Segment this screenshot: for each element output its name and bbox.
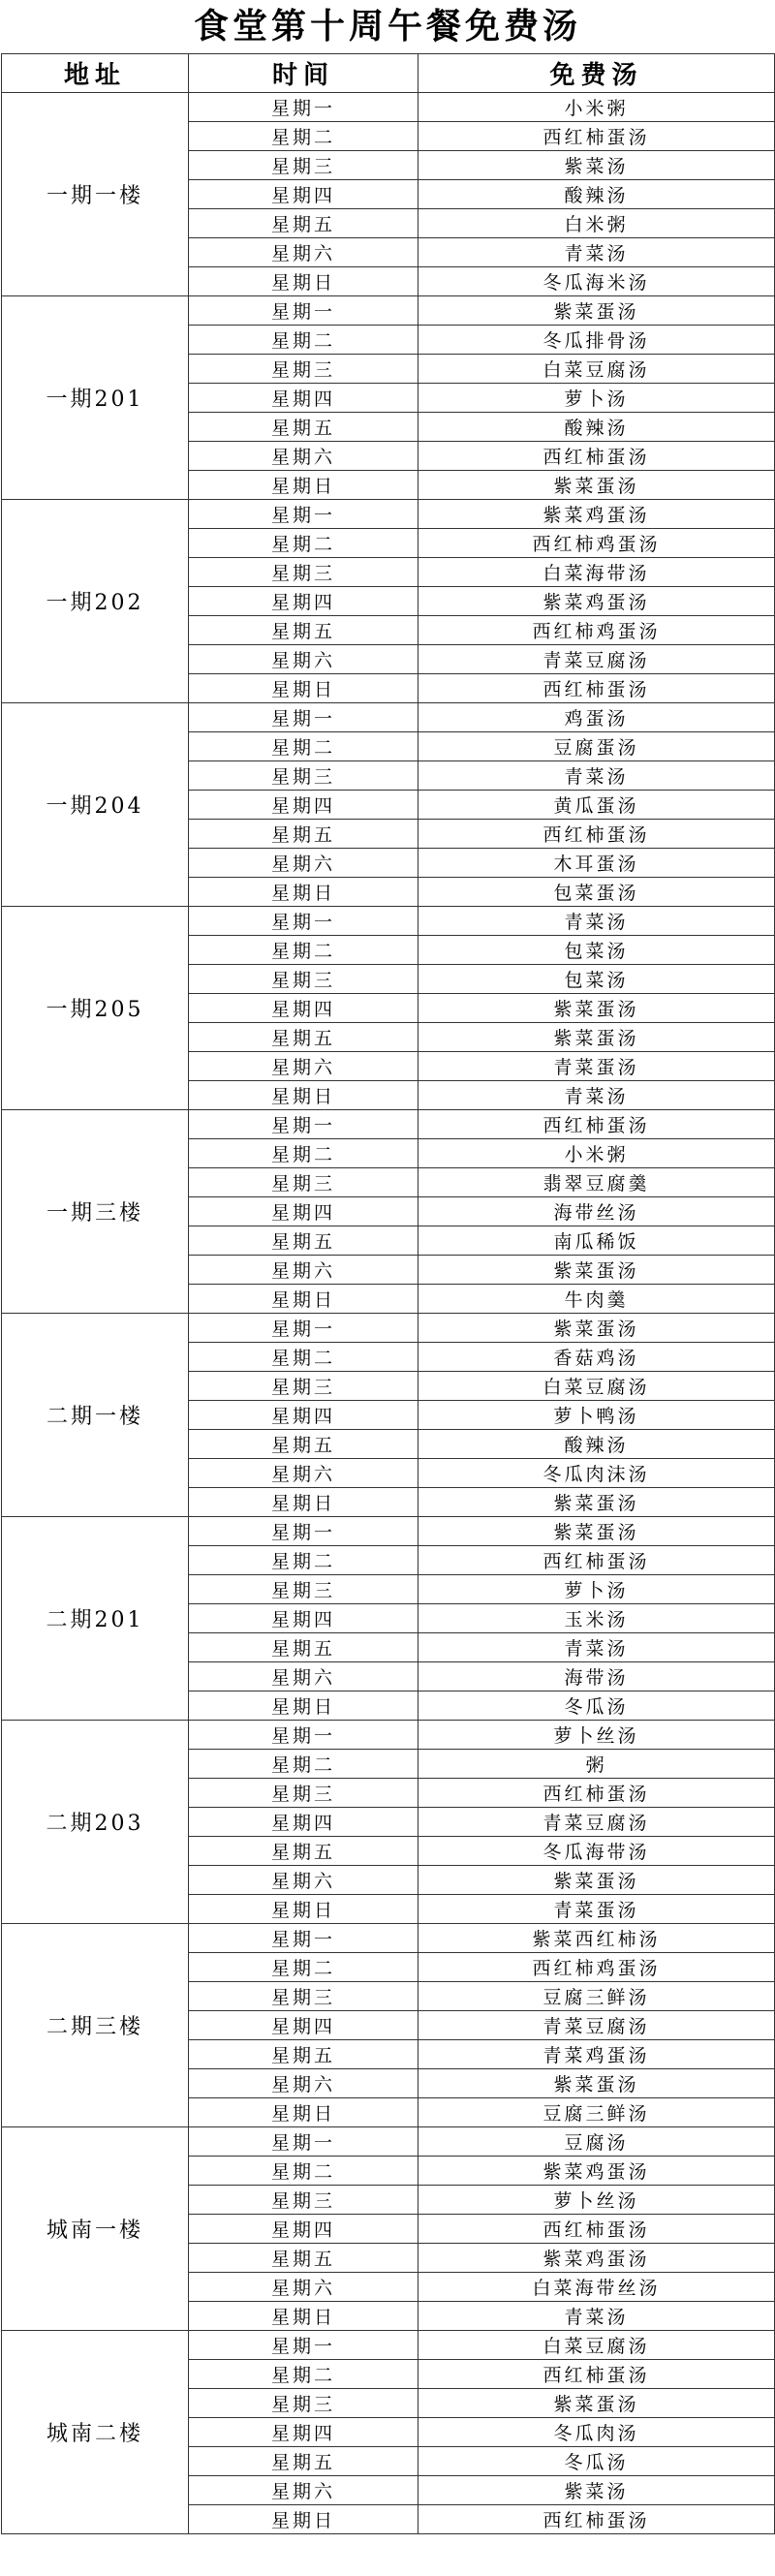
soup-cell: 牛肉羹 xyxy=(418,1285,775,1314)
day-cell: 星期四 xyxy=(189,1197,418,1226)
soup-cell: 豆腐汤 xyxy=(418,2127,775,2157)
soup-cell: 青菜汤 xyxy=(418,761,775,791)
day-cell: 星期四 xyxy=(189,1401,418,1430)
day-cell: 星期三 xyxy=(189,1575,418,1604)
soup-cell: 青菜汤 xyxy=(418,1633,775,1662)
location-cell: 一期三楼 xyxy=(2,1110,189,1314)
soup-cell: 包菜蛋汤 xyxy=(418,878,775,907)
soup-cell: 紫菜蛋汤 xyxy=(418,296,775,326)
soup-cell: 酸辣汤 xyxy=(418,413,775,442)
day-cell: 星期二 xyxy=(189,122,418,151)
soup-cell: 西红柿鸡蛋汤 xyxy=(418,1953,775,1982)
soup-cell: 萝卜汤 xyxy=(418,384,775,413)
soup-cell: 西红柿鸡蛋汤 xyxy=(418,616,775,645)
soup-cell: 紫菜蛋汤 xyxy=(418,994,775,1023)
day-cell: 星期日 xyxy=(189,1691,418,1721)
day-cell: 星期三 xyxy=(189,1372,418,1401)
soup-cell: 冬瓜汤 xyxy=(418,2447,775,2476)
day-cell: 星期二 xyxy=(189,1343,418,1372)
day-cell: 星期六 xyxy=(189,442,418,471)
table-row xyxy=(2,500,775,529)
location-cell: 一期204 xyxy=(2,703,189,907)
day-cell: 星期五 xyxy=(189,1023,418,1052)
soup-cell: 冬瓜排骨汤 xyxy=(418,326,775,355)
soup-cell: 萝卜汤 xyxy=(418,1575,775,1604)
soup-cell: 萝卜鸭汤 xyxy=(418,1401,775,1430)
soup-cell: 青菜汤 xyxy=(418,907,775,936)
day-cell: 星期二 xyxy=(189,732,418,761)
table-row xyxy=(2,1924,775,1953)
soup-cell: 紫菜蛋汤 xyxy=(418,1023,775,1052)
soup-cell: 西红柿蛋汤 xyxy=(418,2505,775,2534)
soup-cell: 紫菜汤 xyxy=(418,2476,775,2505)
soup-cell: 青菜豆腐汤 xyxy=(418,2011,775,2040)
location-cell: 一期202 xyxy=(2,500,189,703)
day-cell: 星期四 xyxy=(189,2011,418,2040)
location-cell: 二期203 xyxy=(2,1721,189,1924)
soup-cell: 玉米汤 xyxy=(418,1604,775,1633)
soup-cell: 酸辣汤 xyxy=(418,180,775,209)
soup-cell: 冬瓜海米汤 xyxy=(418,267,775,296)
day-cell: 星期三 xyxy=(189,2389,418,2418)
day-cell: 星期五 xyxy=(189,2447,418,2476)
table-row xyxy=(2,296,775,326)
soup-cell: 南瓜稀饭 xyxy=(418,1226,775,1256)
day-cell: 星期三 xyxy=(189,761,418,791)
day-cell: 星期一 xyxy=(189,703,418,732)
location-cell: 一期一楼 xyxy=(2,93,189,296)
soup-cell: 萝卜丝汤 xyxy=(418,2186,775,2215)
soup-cell: 白菜豆腐汤 xyxy=(418,2331,775,2360)
day-cell: 星期五 xyxy=(189,2244,418,2273)
day-cell: 星期三 xyxy=(189,2186,418,2215)
soup-cell: 西红柿蛋汤 xyxy=(418,442,775,471)
location-cell: 二期201 xyxy=(2,1517,189,1721)
soup-cell: 豆腐三鲜汤 xyxy=(418,1982,775,2011)
day-cell: 星期六 xyxy=(189,2273,418,2302)
soup-cell: 西红柿鸡蛋汤 xyxy=(418,529,775,558)
table-row xyxy=(2,1517,775,1546)
soup-cell: 紫菜蛋汤 xyxy=(418,1256,775,1285)
day-cell: 星期四 xyxy=(189,2215,418,2244)
soup-cell: 包菜汤 xyxy=(418,936,775,965)
soup-cell: 紫菜蛋汤 xyxy=(418,1866,775,1895)
day-cell: 星期日 xyxy=(189,674,418,703)
day-cell: 星期六 xyxy=(189,1866,418,1895)
soup-cell: 西红柿蛋汤 xyxy=(418,674,775,703)
day-cell: 星期二 xyxy=(189,1750,418,1779)
location-cell: 一期205 xyxy=(2,907,189,1110)
day-cell: 星期六 xyxy=(189,849,418,878)
table-row xyxy=(2,1314,775,1343)
day-cell: 星期二 xyxy=(189,936,418,965)
soup-menu-table xyxy=(1,53,775,2534)
day-cell: 星期日 xyxy=(189,2302,418,2331)
day-cell: 星期日 xyxy=(189,1285,418,1314)
soup-cell: 白菜海带汤 xyxy=(418,558,775,587)
header-soup: 免费汤 xyxy=(418,54,775,93)
soup-cell: 西红柿蛋汤 xyxy=(418,2215,775,2244)
day-cell: 星期二 xyxy=(189,2157,418,2186)
day-cell: 星期一 xyxy=(189,1721,418,1750)
day-cell: 星期一 xyxy=(189,1314,418,1343)
day-cell: 星期日 xyxy=(189,878,418,907)
day-cell: 星期二 xyxy=(189,1953,418,1982)
soup-cell: 青菜汤 xyxy=(418,238,775,267)
day-cell: 星期六 xyxy=(189,2476,418,2505)
day-cell: 星期二 xyxy=(189,529,418,558)
header-location: 地址 xyxy=(2,54,189,93)
soup-cell: 酸辣汤 xyxy=(418,1430,775,1459)
day-cell: 星期二 xyxy=(189,2360,418,2389)
day-cell: 星期五 xyxy=(189,2040,418,2069)
day-cell: 星期二 xyxy=(189,1139,418,1168)
day-cell: 星期一 xyxy=(189,1110,418,1139)
soup-cell: 海带汤 xyxy=(418,1662,775,1691)
soup-cell: 青菜蛋汤 xyxy=(418,1895,775,1924)
soup-cell: 粥 xyxy=(418,1750,775,1779)
location-cell: 二期一楼 xyxy=(2,1314,189,1517)
day-cell: 星期一 xyxy=(189,500,418,529)
day-cell: 星期六 xyxy=(189,1459,418,1488)
table-row xyxy=(2,1110,775,1139)
soup-cell: 香菇鸡汤 xyxy=(418,1343,775,1372)
day-cell: 星期四 xyxy=(189,384,418,413)
day-cell: 星期三 xyxy=(189,965,418,994)
table-row xyxy=(2,2331,775,2360)
soup-cell: 萝卜丝汤 xyxy=(418,1721,775,1750)
day-cell: 星期六 xyxy=(189,1052,418,1081)
soup-cell: 紫菜鸡蛋汤 xyxy=(418,587,775,616)
soup-cell: 冬瓜汤 xyxy=(418,1691,775,1721)
soup-cell: 豆腐蛋汤 xyxy=(418,732,775,761)
soup-cell: 紫菜西红柿汤 xyxy=(418,1924,775,1953)
day-cell: 星期四 xyxy=(189,791,418,820)
day-cell: 星期三 xyxy=(189,558,418,587)
table-row xyxy=(2,2127,775,2157)
soup-cell: 紫菜蛋汤 xyxy=(418,1314,775,1343)
day-cell: 星期日 xyxy=(189,471,418,500)
soup-cell: 西红柿蛋汤 xyxy=(418,2360,775,2389)
day-cell: 星期五 xyxy=(189,616,418,645)
table-body xyxy=(2,93,775,2534)
day-cell: 星期一 xyxy=(189,296,418,326)
soup-cell: 西红柿蛋汤 xyxy=(418,122,775,151)
soup-cell: 紫菜鸡蛋汤 xyxy=(418,2157,775,2186)
soup-cell: 冬瓜海带汤 xyxy=(418,1837,775,1866)
soup-cell: 白菜豆腐汤 xyxy=(418,355,775,384)
day-cell: 星期一 xyxy=(189,2331,418,2360)
page-title: 食堂第十周午餐免费汤 xyxy=(193,6,581,47)
soup-cell: 鸡蛋汤 xyxy=(418,703,775,732)
day-cell: 星期日 xyxy=(189,1895,418,1924)
day-cell: 星期二 xyxy=(189,326,418,355)
soup-cell: 青菜鸡蛋汤 xyxy=(418,2040,775,2069)
location-cell: 城南一楼 xyxy=(2,2127,189,2331)
day-cell: 星期一 xyxy=(189,1517,418,1546)
day-cell: 星期五 xyxy=(189,1226,418,1256)
day-cell: 星期四 xyxy=(189,587,418,616)
table-header-row xyxy=(2,54,775,93)
soup-cell: 西红柿蛋汤 xyxy=(418,1546,775,1575)
table-row xyxy=(2,93,775,122)
table-row xyxy=(2,1721,775,1750)
soup-cell: 紫菜蛋汤 xyxy=(418,1517,775,1546)
soup-cell: 冬瓜肉沫汤 xyxy=(418,1459,775,1488)
day-cell: 星期五 xyxy=(189,820,418,849)
day-cell: 星期三 xyxy=(189,355,418,384)
day-cell: 星期一 xyxy=(189,907,418,936)
soup-cell: 小米粥 xyxy=(418,93,775,122)
day-cell: 星期一 xyxy=(189,93,418,122)
day-cell: 星期五 xyxy=(189,1837,418,1866)
soup-cell: 青菜豆腐汤 xyxy=(418,645,775,674)
day-cell: 星期五 xyxy=(189,209,418,238)
soup-cell: 紫菜鸡蛋汤 xyxy=(418,500,775,529)
day-cell: 星期五 xyxy=(189,1633,418,1662)
soup-cell: 青菜豆腐汤 xyxy=(418,1808,775,1837)
location-cell: 二期三楼 xyxy=(2,1924,189,2127)
soup-cell: 白菜海带丝汤 xyxy=(418,2273,775,2302)
day-cell: 星期四 xyxy=(189,2418,418,2447)
soup-cell: 白米粥 xyxy=(418,209,775,238)
soup-cell: 西红柿蛋汤 xyxy=(418,1779,775,1808)
day-cell: 星期日 xyxy=(189,1081,418,1110)
soup-cell: 西红柿蛋汤 xyxy=(418,1110,775,1139)
soup-cell: 紫菜蛋汤 xyxy=(418,2069,775,2098)
day-cell: 星期日 xyxy=(189,1488,418,1517)
day-cell: 星期四 xyxy=(189,1808,418,1837)
soup-cell: 白菜豆腐汤 xyxy=(418,1372,775,1401)
location-cell: 城南二楼 xyxy=(2,2331,189,2534)
day-cell: 星期一 xyxy=(189,1924,418,1953)
soup-cell: 冬瓜肉汤 xyxy=(418,2418,775,2447)
soup-cell: 西红柿蛋汤 xyxy=(418,820,775,849)
day-cell: 星期六 xyxy=(189,1662,418,1691)
location-cell: 一期201 xyxy=(2,296,189,500)
soup-cell: 豆腐三鲜汤 xyxy=(418,2098,775,2127)
soup-cell: 紫菜蛋汤 xyxy=(418,1488,775,1517)
day-cell: 星期六 xyxy=(189,2069,418,2098)
day-cell: 星期一 xyxy=(189,2127,418,2157)
table-row xyxy=(2,907,775,936)
soup-cell: 木耳蛋汤 xyxy=(418,849,775,878)
day-cell: 星期六 xyxy=(189,645,418,674)
day-cell: 星期日 xyxy=(189,267,418,296)
soup-cell: 紫菜蛋汤 xyxy=(418,2389,775,2418)
header-time: 时间 xyxy=(189,54,418,93)
soup-cell: 青菜汤 xyxy=(418,2302,775,2331)
day-cell: 星期三 xyxy=(189,151,418,180)
day-cell: 星期四 xyxy=(189,994,418,1023)
table-row xyxy=(2,703,775,732)
soup-cell: 翡翠豆腐羹 xyxy=(418,1168,775,1197)
day-cell: 星期三 xyxy=(189,1168,418,1197)
day-cell: 星期日 xyxy=(189,2505,418,2534)
soup-cell: 黄瓜蛋汤 xyxy=(418,791,775,820)
day-cell: 星期六 xyxy=(189,1256,418,1285)
day-cell: 星期四 xyxy=(189,180,418,209)
day-cell: 星期四 xyxy=(189,1604,418,1633)
soup-cell: 紫菜汤 xyxy=(418,151,775,180)
day-cell: 星期三 xyxy=(189,1779,418,1808)
day-cell: 星期日 xyxy=(189,2098,418,2127)
soup-cell: 小米粥 xyxy=(418,1139,775,1168)
day-cell: 星期五 xyxy=(189,413,418,442)
day-cell: 星期二 xyxy=(189,1546,418,1575)
day-cell: 星期五 xyxy=(189,1430,418,1459)
soup-cell: 紫菜鸡蛋汤 xyxy=(418,2244,775,2273)
day-cell: 星期六 xyxy=(189,238,418,267)
soup-cell: 包菜汤 xyxy=(418,965,775,994)
soup-cell: 紫菜蛋汤 xyxy=(418,471,775,500)
day-cell: 星期三 xyxy=(189,1982,418,2011)
soup-cell: 海带丝汤 xyxy=(418,1197,775,1226)
soup-cell: 青菜汤 xyxy=(418,1081,775,1110)
soup-cell: 青菜蛋汤 xyxy=(418,1052,775,1081)
